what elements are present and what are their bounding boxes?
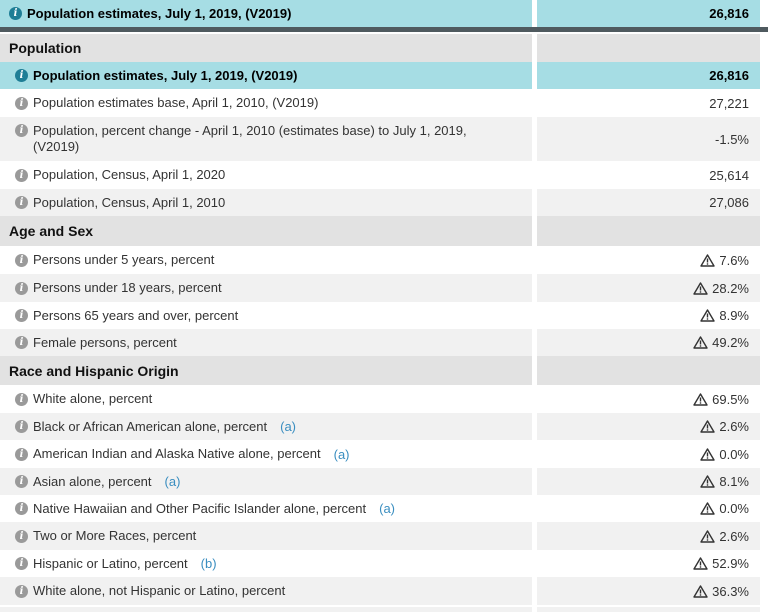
row-value: 26,816 xyxy=(709,68,749,83)
info-icon[interactable]: i xyxy=(15,420,28,433)
info-icon[interactable]: i xyxy=(15,169,28,182)
info-icon[interactable]: i xyxy=(15,282,28,295)
warning-triangle-icon[interactable] xyxy=(700,475,715,488)
table-row-partial xyxy=(0,605,768,612)
section-title: Population xyxy=(9,40,82,56)
row-value: 0.0% xyxy=(719,446,749,462)
info-icon[interactable]: i xyxy=(15,254,28,267)
row-value: 8.9% xyxy=(719,308,749,323)
info-icon[interactable]: i xyxy=(15,502,28,515)
section-header-age-sex xyxy=(0,216,768,246)
info-icon[interactable]: i xyxy=(15,557,28,570)
info-icon[interactable]: i xyxy=(15,475,28,488)
table-row xyxy=(0,440,768,468)
row-label: Persons under 5 years, percent xyxy=(33,252,215,267)
info-icon[interactable]: i xyxy=(15,69,28,82)
table-row xyxy=(0,274,768,302)
warning-triangle-icon[interactable] xyxy=(693,336,708,349)
info-icon[interactable]: i xyxy=(15,336,28,349)
info-icon[interactable]: i xyxy=(15,309,28,322)
section-header-race xyxy=(0,356,768,385)
table-row xyxy=(0,302,768,329)
info-icon[interactable]: i xyxy=(15,448,28,461)
row-value: 7.6% xyxy=(719,252,749,268)
info-icon[interactable]: i xyxy=(15,196,28,209)
row-label: White alone, percent xyxy=(33,391,153,406)
info-icon[interactable]: i xyxy=(15,124,28,137)
row-value: 49.2% xyxy=(712,335,749,350)
table-row xyxy=(0,385,768,413)
table-row xyxy=(0,413,768,440)
warning-triangle-icon[interactable] xyxy=(693,393,708,406)
table-row xyxy=(0,62,768,89)
footnote-link[interactable]: (a) xyxy=(379,501,396,516)
row-label: American Indian and Alaska Native alone, percent xyxy=(33,446,321,461)
row-value: 69.5% xyxy=(712,391,749,407)
row-value: 8.1% xyxy=(719,474,749,489)
row-label: Female persons, percent xyxy=(33,334,177,350)
section-title: Race and Hispanic Origin xyxy=(9,362,179,379)
warning-triangle-icon[interactable] xyxy=(700,448,715,461)
row-label: Population, percent change - April 1, 2010 (estimates base) to July 1, 2019, (V2019) xyxy=(33,123,467,154)
row-value: 2.6% xyxy=(719,528,749,544)
row-value: 25,614 xyxy=(709,167,749,183)
row-value: 36.3% xyxy=(712,583,749,599)
row-label: Hispanic or Latino, percent xyxy=(33,555,188,571)
row-value: 0.0% xyxy=(719,501,749,516)
section-title: Age and Sex xyxy=(9,223,94,239)
warning-triangle-icon[interactable] xyxy=(700,309,715,322)
top-row-value: 26,816 xyxy=(709,6,749,21)
footnote-link[interactable]: (b) xyxy=(200,556,217,571)
footnote-link[interactable]: (a) xyxy=(164,474,181,489)
row-value: 2.6% xyxy=(719,419,749,434)
info-icon[interactable]: i xyxy=(15,393,28,406)
row-value: 27,086 xyxy=(709,195,749,210)
table-row xyxy=(0,246,768,274)
warning-triangle-icon[interactable] xyxy=(693,585,708,598)
top-highlight-row xyxy=(0,0,768,27)
table-row xyxy=(0,89,768,117)
top-row-label: Population estimates, July 1, 2019, (V2019) xyxy=(27,5,292,21)
table-row xyxy=(0,550,768,577)
row-value: -1.5% xyxy=(715,131,749,147)
top-row-value-cell xyxy=(537,0,760,27)
row-value: 52.9% xyxy=(712,556,749,571)
row-label: Population estimates, July 1, 2019, (V2019) xyxy=(33,67,298,83)
info-icon[interactable]: i xyxy=(15,97,28,110)
row-value: 27,221 xyxy=(709,95,749,111)
row-label: Two or More Races, percent xyxy=(33,528,197,543)
row-label: White alone, not Hispanic or Latino, percent xyxy=(33,583,286,598)
section-header-population xyxy=(0,34,768,62)
table-row xyxy=(0,189,768,216)
footnote-link[interactable]: (a) xyxy=(280,419,297,434)
row-label: Persons 65 years and over, percent xyxy=(33,307,239,323)
warning-triangle-icon[interactable] xyxy=(700,530,715,543)
row-label: Black or African American alone, percent xyxy=(33,418,268,434)
row-label: Persons under 18 years, percent xyxy=(33,280,222,295)
warning-triangle-icon[interactable] xyxy=(693,282,708,295)
row-label: Population, Census, April 1, 2020 xyxy=(33,167,226,182)
table-row xyxy=(0,522,768,550)
table-row xyxy=(0,161,768,189)
table-row xyxy=(0,329,768,356)
row-label: Native Hawaiian and Other Pacific Islander alone, percent xyxy=(33,500,367,516)
table-row xyxy=(0,495,768,522)
warning-triangle-icon[interactable] xyxy=(700,420,715,433)
footnote-link[interactable]: (a) xyxy=(333,446,350,462)
info-icon[interactable]: i xyxy=(9,7,22,20)
info-icon[interactable]: i xyxy=(15,585,28,598)
divider xyxy=(0,27,768,32)
row-label: Population estimates base, April 1, 2010, (V2019) xyxy=(33,95,319,110)
table-row xyxy=(0,117,768,161)
warning-triangle-icon[interactable] xyxy=(700,254,715,267)
table-row xyxy=(0,577,768,605)
row-label: Asian alone, percent xyxy=(33,473,152,489)
warning-triangle-icon[interactable] xyxy=(700,502,715,515)
table-row xyxy=(0,468,768,495)
info-icon[interactable]: i xyxy=(15,530,28,543)
warning-triangle-icon[interactable] xyxy=(693,557,708,570)
row-label: Population, Census, April 1, 2010 xyxy=(33,194,226,210)
row-value: 28.2% xyxy=(712,280,749,296)
top-row-label-cell xyxy=(0,0,532,27)
